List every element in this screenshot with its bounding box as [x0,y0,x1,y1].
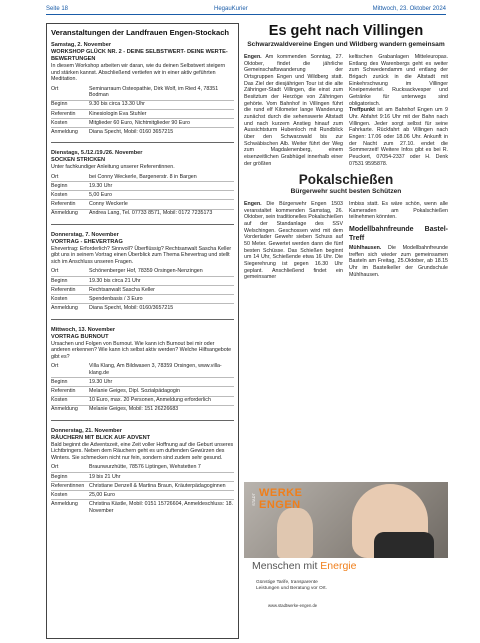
event-detail-row [51,397,234,406]
event-detail-key: Kosten [51,492,68,499]
article-text: keltischen Grabanlagen Mitteleuropas. Entlang des Warenbergs geht es weiter zum Schwedendamm und entlang der Brigach zurück in die Altstadt mit Einkehrschwung im Villinger Kneipenviertel. Rucksackvesper und Getränke für unterwegs sind obligatorisch. [349,54,448,107]
event-detail-value: 25,00 Euro [89,492,115,499]
event-detail-key: Ort [51,363,59,370]
ad-url-link[interactable]: www.stadtwerke-engen.de [268,603,318,608]
ad-slogan-a: Menschen mit [252,560,321,572]
event-description: Bald beginnt die Adventszeit, eine Zeit voller Hoffnung auf die Geburt unseres Lichtbringers. Neben dem Räuchern geht es um duftenden Gewürzen des Winters. Sie schmecken nicht nur fein, sondern sind zudem sehr gesund. [51,441,234,462]
event-detail-value: Melanie Geiges, Dipl. Sozialpädagogin [89,388,180,395]
event-detail-row [51,473,234,482]
event-detail-row [51,304,234,312]
issue-date: Mittwoch, 23. Oktober 2024 [372,6,446,12]
ad-slogan [252,560,356,572]
event-detail-row [51,387,234,396]
article2-text: Imbiss statt. Es wäre schön, wenn alle Kameraden am Pokalschießen teilnehmen könnten. [349,201,448,221]
event-detail-row [51,101,234,110]
event-detail-key: Anmeldung [51,406,78,413]
logo-stadt: STADT [251,493,256,506]
ad-man-shirt [374,532,434,558]
event-detail-row [51,464,234,473]
article-inline-label: Treffpunkt [349,107,375,114]
event-detail-value: Melanie Geiges, Mobil: 151 26226683 [89,406,179,413]
header-divider [46,14,446,15]
article-col-2 [349,54,448,167]
event-detail-row [51,500,234,515]
event-title: VORTRAG - EHEVERTRAG [51,238,123,245]
event-detail-key: Kosten [51,295,68,302]
event-detail-row [51,85,234,101]
ad-copy-line: Leistungen und Beratung vor Ort. [256,586,327,591]
event-detail-key: Beginn [51,182,68,189]
event-detail-value: 19.30 bis circa 21 Uhr [89,277,141,284]
event-detail-row [51,286,234,295]
event-detail-row [51,268,234,277]
article2-title: Pokalschießen [298,172,394,188]
event-date: Mittwoch, 13. November [51,326,116,333]
logo-engen: ENGEN [259,499,301,511]
event-detail-value: 5,00 Euro [89,192,112,199]
event-detail-row [51,191,234,200]
event-detail-key: Beginn [51,277,68,284]
article3-dateline: Mühlhausen. [349,245,382,252]
event-detail-key: Anmeldung [51,210,78,217]
stadtwerke-ad[interactable] [244,482,448,611]
event-detail-value: Spendenbasis / 3 Euro [89,295,143,302]
event-detail-value: Christiane Denzell & Martina Braun, Kräuterpädagoginnen [89,482,226,489]
event-detail-value: Braunwurzhütte, 78576 Liptingen, Wehstetten 7 [89,464,201,471]
newspaper-name: HegauKurier [214,6,248,12]
event-detail-key: Anmeldung [51,128,78,135]
article2-subtitle: Bürgerwehr sucht besten Schützen [290,188,402,196]
article2-body [244,201,448,281]
event-detail-value: Rechtsanwalt Sascha Keller [89,286,155,293]
article2-col-1 [244,201,343,281]
event-detail-key: Beginn [51,378,68,385]
article3-title: Modellbahnfreunde Bastel-Treff [349,226,448,243]
event-detail-key: Ort [51,268,59,275]
event-detail-key: Beginn [51,473,68,480]
event-date: Donnerstag, 7. November [51,231,119,238]
event-detail-row [51,110,234,119]
event-detail-key: Kosten [51,192,68,199]
event-entry [51,42,234,143]
ad-copy [256,580,327,592]
event-detail-value: Christina Kästle, Mobil: 0151 15726604, Anmeldeschluss: 18. November [89,501,233,514]
event-date: Donnerstag, 21. November [51,427,122,434]
article-title: Es geht nach Villingen [268,23,424,39]
event-detail-value: Villa Klang, Am Bildwasen 3, 78359 Orsingen, www.villa-klang.de [89,363,222,376]
event-detail-row [51,406,234,414]
event-description: In diesem Workshop arbeiten wir daran, wie du deinen Selbstwert steigern und stärken kannst. Abschließend vertiefen wir in einer aktiv geführten Meditation. [51,63,226,83]
event-detail-value: 9.30 bis circa 13.30 Uhr [89,101,145,108]
event-detail-value: 19.30 Uhr [89,182,113,189]
event-detail-row [51,482,234,491]
article3-text: Die Modellbahnfreunde treffen sich wieder zum gemeinsamen Basteln am Freitag, 25.Oktober, ab 18.15 Uhr im Bastelkeller der Grundschule Mühlhausen. [349,245,448,278]
event-detail-value: Mitglieder 60 Euro, Nichtmitglieder 90 Euro [89,119,190,126]
right-column [244,23,448,281]
event-detail-row [51,295,234,304]
page-header [46,6,446,20]
event-detail-key: Ort [51,173,59,180]
event-description: Unter fachkundiger Anleitung unserer Referentinnen. [51,164,175,171]
ad-copy-line: Günstige Tarife, transparente [256,580,318,585]
event-detail-row [51,119,234,128]
event-description: Ursachen und Folgen von Burnout. Wie kann ich Burnout bei mir oder anderen erkennen? Wie kann ich selbst aktiv werden? Welche Hilfsangebote gibt es? [51,340,232,360]
stadtwerke-logo [251,487,306,513]
event-detail-key: Referentin [51,286,76,293]
event-detail-key: Referentin [51,110,76,117]
article-text: Am kommenden Sonntag, 27. Oktober, findet die jährliche Gemeinschaftswanderung der Ortsgruppen Engen und Wildberg statt. Das Ziel der diesjährigen Tour ist die alte Zähringer-Stadt Villingen, die einst zum Besitztum der Herzöge von Zähringen gehörte. Vom Bahnhof in Villingen führt die rund elf Kilometer lange Wanderung zunächst durch die sehenswerte Altstadt und nach kurzem Anstieg hinauf zum Aussichtsturm Hubenloch mit Rundblick über den Schwarzwald bis zur Schwäbischen Alb. Weiter führt der Weg zum Magdalenenberg, einem eisenzeitlichen Grabhügel innerhalb einer der größten [244,54,343,167]
event-detail-value: Conny Weckerle [89,201,128,208]
event-detail-value: 19.30 Uhr [89,378,113,385]
event-detail-value: Diana Specht, Mobil: 0160 3657215 [89,128,174,135]
article-dateline: Engen. [244,54,262,60]
event-detail-key: Referentinnen [51,482,85,489]
events-box [46,23,239,639]
event-detail-value: 19 bis 21 Uhr [89,473,121,480]
event-detail-value: Diana Specht, Mobil: 0160/3657215 [89,305,174,312]
event-detail-value: Andrea Lang, Tel. 07733 8571, Mobil: 0172 7235173 [89,210,213,217]
event-detail-row [51,200,234,209]
event-detail-key: Ort [51,85,59,92]
event-title: RÄUCHERN MIT BLICK AUF ADVENT [51,434,151,441]
article-text: ist am Bahnhof Engen um 9 Uhr. Abfahrt 9:16 Uhr mit der Bahn nach Villingen. Jeder sorgt selbst für seine Fahrkarte. Rückfahrt ab Villingen nach Engen: 17.06 oder 18.06 Uhr. Ankunft in der Nacht zum 27.10. endet die Sommerzeit! Weitere Infos gibt es bei R. Peuckert, 07054-2337 oder H. Denk 07531 9595878. [349,107,448,167]
event-detail-key: Referentin [51,201,76,208]
event-detail-row [51,173,234,182]
article-subtitle: Schwarzwaldvereine Engen und Wildberg wandern gemeinsam [247,41,445,48]
event-detail-key: Referentin [51,388,76,395]
event-detail-key: Beginn [51,101,68,108]
ad-slogan-b: Energie [320,560,357,572]
event-detail-row [51,378,234,387]
event-date: Dienstags, 5./12./19./26. November [51,150,143,157]
events-list [51,42,234,521]
article2-dateline: Engen. [244,201,262,208]
event-title: SOCKEN STRICKEN [51,157,106,164]
event-entry [51,327,234,421]
events-box-title: Veranstaltungen der Landfrauen Engen-Stockach [51,28,230,37]
event-detail-value: Schönenberger Hof, 78359 Orsingen-Nenzingen [89,268,203,275]
event-entry [51,150,234,225]
event-detail-value: bei Conny Weckerle, Bargenerstr. 8 in Bargen [89,173,197,180]
event-detail-row [51,362,234,378]
event-detail-value: 10 Euro, max. 20 Personen, Anmeldung erforderlich [89,397,211,404]
logo-werke: WERKE [259,487,303,499]
article2-col-2 [349,201,448,281]
event-description: Ehevertrag: Erforderlich? Sinnvoll? Überflüssig? Rechtsanwalt Sascha Keller gibt uns in seinem Vortrag einen Überblick zum Thema Ehevertrag und stellt sich im Anschluss unseren Fragen. [51,245,232,266]
article-body [244,54,448,167]
event-detail-key: Anmeldung [51,305,78,312]
event-detail-key: Ort [51,464,59,471]
event-detail-row [51,182,234,191]
event-date: Samstag, 2. November [51,42,112,48]
page-number: Seite 18 [46,6,69,12]
event-detail-row [51,128,234,136]
article2-text: Die Bürgerwehr Engen 1503 veranstaltet kommenden Samstag, 26. Oktober, sein traditionelles Pokalschießen auf der Standanlage des SSV Welschingen. Geschossen wird mit dem Vorderlader Gewehr sieben Schuss auf 50 Meter. Gewertet werden dann die fünf besten Schüsse. Das Schießen beginnt um 14 Uhr, Schießende etwa 16 Uhr. Die Siegerehrung ist gegen 16.30 Uhr geplant. Anschließend findet ein gemeinsamer [244,201,343,281]
event-detail-value: Seminarraum Osteopathie, Dirk Wolf, im Ried 4, 78351 Bodman [89,85,219,99]
event-detail-row [51,491,234,500]
event-title: VORTRAG BURNOUT [51,333,109,340]
article-col-1 [244,54,343,167]
event-detail-key: Anmeldung [51,501,78,508]
event-detail-key: Kosten [51,119,68,126]
event-detail-row [51,210,234,218]
event-detail-key: Kosten [51,397,68,404]
event-entry [51,428,234,521]
event-detail-value: Kinesiologin Eva Stuhler [89,110,147,117]
event-title: WORKSHOP GLÜCK NR. 2 - DEINE SELBSTWERT- DEINE WERTE- BEWERTUNGEN [51,49,228,62]
ad-child-figure [277,508,313,558]
event-detail-row [51,277,234,286]
event-entry [51,232,234,320]
